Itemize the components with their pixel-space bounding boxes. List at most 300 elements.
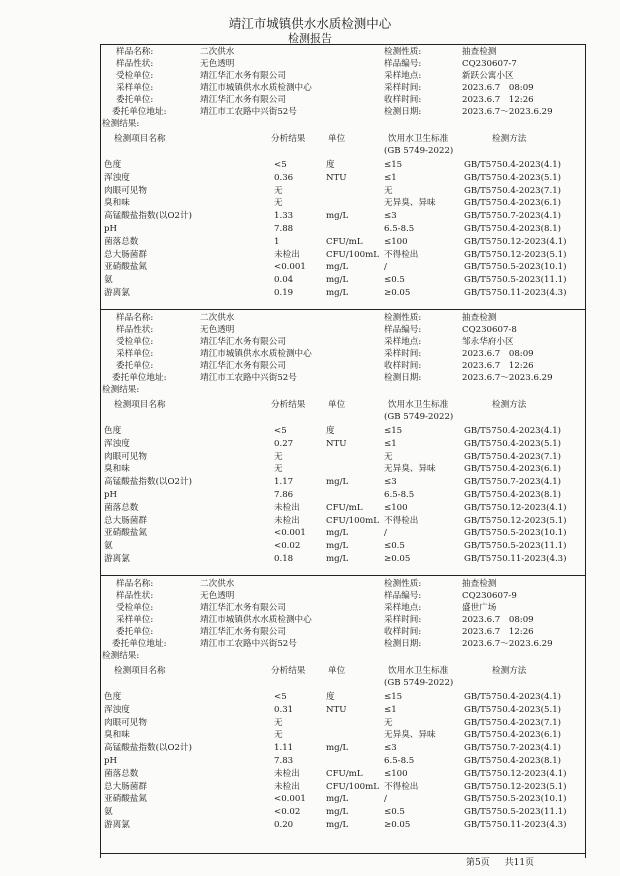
cell-method: GB/T5750.12-2023(5.1)	[464, 249, 567, 260]
field-label: 委托单位地址:	[112, 107, 167, 117]
cell-item: 游离氯	[104, 554, 130, 564]
field-value: 靖江华汇水务有限公司	[200, 627, 286, 637]
field-value: 无色透明	[200, 325, 235, 335]
field-label: 采样单位:	[116, 83, 154, 93]
table-row	[0, 425, 620, 437]
cell-method: GB/T5750.4-2023(4.1)	[464, 426, 562, 436]
field-label: 采样时间:	[384, 83, 422, 93]
cell-method: GB/T5750.5-2023(10.1)	[464, 528, 567, 539]
results-label: 检测结果:	[102, 385, 140, 395]
cell-unit: NTU	[326, 438, 347, 449]
cell-result: 无	[274, 185, 283, 196]
field-label: 采样单位:	[116, 349, 154, 359]
cell-std: ≤100	[384, 502, 408, 513]
table-row	[0, 806, 620, 818]
table-row	[0, 729, 620, 741]
cell-unit: mg/L	[326, 275, 349, 286]
cell-std: ≤15	[384, 426, 403, 436]
cell-unit: CFU/mL	[326, 236, 363, 247]
cell-unit: mg/L	[326, 807, 349, 818]
cell-std: ≤3	[384, 477, 397, 488]
cell-method: GB/T5750.4-2023(8.1)	[464, 756, 562, 766]
column-header: 检测项目名称	[114, 400, 166, 410]
field-value: 靖江市城镇供水水质检测中心	[200, 615, 312, 625]
field-value: 靖江华汇水务有限公司	[200, 361, 286, 371]
cell-method: GB/T5750.4-2023(6.1)	[464, 198, 562, 209]
cell-std: 无	[384, 451, 393, 462]
field-label: 委托单位:	[116, 627, 154, 637]
table-row	[0, 451, 620, 463]
cell-item: 浑浊度	[104, 704, 130, 715]
column-header: 分析结果	[271, 400, 306, 410]
field-label: 委托单位:	[116, 95, 154, 105]
cell-item: pH	[104, 490, 117, 500]
cell-unit: CFU/100mL	[326, 781, 379, 792]
field-label: 样品名称:	[116, 579, 154, 589]
cell-item: 浑浊度	[104, 438, 130, 449]
report-section	[0, 44, 620, 310]
cell-std: ≤100	[384, 236, 408, 247]
field-label: 收样时间:	[384, 361, 422, 371]
header-row	[0, 626, 620, 638]
field-label: 收样时间:	[384, 95, 422, 105]
cell-result: 0.31	[274, 704, 294, 715]
field-label: 样品编号:	[384, 325, 422, 335]
cell-std: ≤1	[384, 172, 397, 183]
column-header: (GB 5749-2022)	[384, 678, 454, 688]
field-value: 盛世广场	[462, 603, 497, 613]
cell-result: <0.001	[274, 794, 306, 805]
cell-std: /	[384, 262, 387, 273]
cell-method: GB/T5750.4-2023(4.1)	[464, 692, 562, 702]
field-label: 样品名称:	[116, 313, 154, 323]
field-value: 2023.6.7 08:09	[462, 615, 534, 625]
header-row	[0, 324, 620, 336]
table-row	[0, 515, 620, 527]
report-section	[0, 576, 620, 842]
table-row	[0, 463, 620, 475]
header-row	[0, 372, 620, 384]
cell-item: 菌落总数	[104, 236, 139, 247]
column-header-row-2	[0, 411, 620, 423]
cell-result: <5	[274, 160, 287, 170]
cell-method: GB/T5750.4-2023(8.1)	[464, 224, 562, 234]
cell-std: ≤15	[384, 160, 403, 170]
cell-method: GB/T5750.5-2023(11.1)	[464, 807, 567, 818]
table-row	[0, 502, 620, 514]
cell-result: 无	[274, 198, 283, 209]
cell-unit: mg/L	[326, 554, 349, 564]
cell-unit: mg/L	[326, 743, 349, 754]
cell-std: 无异臭、异味	[384, 730, 436, 741]
field-value: 2023.6.7 12:26	[462, 361, 534, 371]
cell-std: ≤0.5	[384, 275, 405, 286]
field-value: 邹永华府小区	[462, 337, 514, 347]
field-value: 无色透明	[200, 59, 235, 69]
field-label: 委托单位地址:	[112, 373, 167, 383]
cell-result: 1	[274, 236, 280, 247]
cell-result: 7.86	[274, 490, 294, 500]
field-label: 检测日期:	[384, 639, 422, 649]
field-label: 收样时间:	[384, 627, 422, 637]
cell-method: GB/T5750.4-2023(5.1)	[464, 438, 562, 449]
field-label: 受检单位:	[116, 603, 154, 613]
cell-item: 色度	[104, 692, 122, 702]
table-row	[0, 704, 620, 716]
cell-result: 0.19	[274, 288, 294, 298]
field-value: 2023.6.7～2023.6.29	[462, 639, 553, 649]
cell-std: ≤1	[384, 438, 397, 449]
report-subtitle: 检测报告	[288, 32, 332, 45]
cell-item: 臭和味	[104, 464, 130, 475]
cell-result: 未检出	[274, 502, 300, 513]
table-row	[0, 476, 620, 488]
table-row	[0, 781, 620, 793]
field-value: CQ230607-9	[462, 591, 517, 601]
cell-unit: mg/L	[326, 288, 349, 298]
cell-item: 游离氯	[104, 820, 130, 830]
cell-method: GB/T5750.12-2023(5.1)	[464, 781, 567, 792]
cell-method: GB/T5750.4-2023(7.1)	[464, 717, 562, 728]
header-row	[0, 602, 620, 614]
cell-method: GB/T5750.5-2023(10.1)	[464, 262, 567, 273]
column-header: 检测方法	[492, 400, 527, 410]
header-row	[0, 312, 620, 324]
cell-item: 亚硝酸盐氮	[104, 262, 147, 273]
cell-method: GB/T5750.12-2023(4.1)	[464, 236, 567, 247]
column-header-row	[0, 133, 620, 145]
field-label: 采样地点:	[384, 71, 422, 81]
results-label: 检测结果:	[102, 651, 140, 661]
field-value: 2023.6.7 12:26	[462, 95, 534, 105]
cell-std: 不得检出	[384, 249, 419, 260]
field-value: 靖江华汇水务有限公司	[200, 95, 286, 105]
report-title: 靖江市城镇供水水质检测中心	[228, 16, 392, 31]
header-row	[0, 70, 620, 82]
cell-item: 游离氯	[104, 288, 130, 298]
cell-method: GB/T5750.4-2023(7.1)	[464, 185, 562, 196]
field-label: 采样地点:	[384, 337, 422, 347]
table-row	[0, 236, 620, 248]
field-value: 新跃公寓小区	[462, 71, 514, 81]
header-row	[0, 360, 620, 372]
table-row	[0, 197, 620, 209]
field-label: 检测性质:	[384, 47, 422, 57]
field-value: CQ230607-7	[462, 59, 517, 69]
bottom-border	[100, 853, 586, 854]
field-value: CQ230607-8	[462, 325, 517, 335]
cell-std: ≤3	[384, 211, 397, 222]
cell-result: 未检出	[274, 515, 300, 526]
cell-method: GB/T5750.11-2023(4.3)	[464, 554, 567, 564]
header-row	[0, 106, 620, 118]
column-header: 检测方法	[492, 666, 527, 676]
column-header: 饮用水卫生标准	[388, 134, 449, 144]
table-row	[0, 540, 620, 552]
cell-result: 未检出	[274, 249, 300, 260]
cell-unit: NTU	[326, 172, 347, 183]
field-value: 抽查检测	[462, 47, 497, 57]
cell-unit: 度	[326, 692, 335, 702]
cell-unit: 度	[326, 426, 335, 436]
header-row	[0, 46, 620, 58]
cell-unit: NTU	[326, 704, 347, 715]
cell-std: 无异臭、异味	[384, 198, 436, 209]
table-row	[0, 261, 620, 273]
table-row	[0, 819, 620, 831]
field-value: 无色透明	[200, 591, 235, 601]
table-row	[0, 755, 620, 767]
cell-item: 总大肠菌群	[104, 781, 147, 792]
cell-unit: mg/L	[326, 820, 349, 830]
page-number: 第5页	[466, 858, 490, 868]
field-value: 靖江华汇水务有限公司	[200, 337, 286, 347]
cell-std: ≤100	[384, 768, 408, 779]
cell-item: pH	[104, 756, 117, 766]
results-heading-row	[0, 384, 620, 396]
field-label: 检测性质:	[384, 313, 422, 323]
field-value: 靖江华汇水务有限公司	[200, 603, 286, 613]
column-header: 单位	[328, 400, 346, 410]
cell-method: GB/T5750.7-2023(4.1)	[464, 211, 562, 222]
table-row	[0, 489, 620, 501]
cell-item: 色度	[104, 426, 122, 436]
results-label: 检测结果:	[102, 119, 140, 129]
report-section	[0, 310, 620, 576]
cell-unit: CFU/mL	[326, 502, 363, 513]
cell-item: 肉眼可见物	[104, 185, 147, 196]
cell-std: 6.5-8.5	[384, 490, 415, 500]
cell-result: <0.02	[274, 541, 301, 552]
cell-result: 7.83	[274, 756, 294, 766]
cell-result: 0.27	[274, 438, 294, 449]
cell-method: GB/T5750.5-2023(11.1)	[464, 541, 567, 552]
cell-method: GB/T5750.11-2023(4.3)	[464, 288, 567, 298]
table-row	[0, 274, 620, 286]
cell-result: 0.36	[274, 172, 294, 183]
field-value: 二次供水	[200, 313, 235, 323]
cell-method: GB/T5750.4-2023(5.1)	[464, 704, 562, 715]
cell-method: GB/T5750.4-2023(4.1)	[464, 160, 562, 170]
cell-method: GB/T5750.7-2023(4.1)	[464, 743, 562, 754]
page-footer	[466, 855, 546, 868]
header-row	[0, 348, 620, 360]
cell-item: 氨	[104, 807, 113, 818]
cell-result: 无	[274, 451, 283, 462]
cell-unit: mg/L	[326, 541, 349, 552]
header-row	[0, 614, 620, 626]
page-total: 共11页	[504, 858, 535, 868]
cell-method: GB/T5750.4-2023(5.1)	[464, 172, 562, 183]
field-label: 样品名称:	[116, 47, 154, 57]
header-row	[0, 94, 620, 106]
cell-result: <5	[274, 426, 287, 436]
field-label: 样品性状:	[116, 59, 154, 69]
header-row	[0, 590, 620, 602]
field-value: 靖江华汇水务有限公司	[200, 71, 286, 81]
field-value: 抽查检测	[462, 313, 497, 323]
cell-std: ≤3	[384, 743, 397, 754]
cell-item: 亚硝酸盐氮	[104, 528, 147, 539]
table-row	[0, 287, 620, 299]
column-header: (GB 5749-2022)	[384, 146, 454, 156]
header-row	[0, 638, 620, 650]
table-row	[0, 172, 620, 184]
cell-unit: mg/L	[326, 262, 349, 273]
cell-std: 无	[384, 185, 393, 196]
field-value: 2023.6.7～2023.6.29	[462, 373, 553, 383]
cell-method: GB/T5750.12-2023(5.1)	[464, 515, 567, 526]
table-row	[0, 742, 620, 754]
cell-item: 肉眼可见物	[104, 451, 147, 462]
field-label: 受检单位:	[116, 337, 154, 347]
field-label: 委托单位:	[116, 361, 154, 371]
results-heading-row	[0, 118, 620, 130]
cell-result: <5	[274, 692, 287, 702]
field-label: 采样时间:	[384, 615, 422, 625]
cell-unit: CFU/100mL	[326, 249, 379, 260]
cell-result: 0.18	[274, 554, 294, 564]
cell-result: 无	[274, 717, 283, 728]
field-value: 抽查检测	[462, 579, 497, 589]
cell-item: 肉眼可见物	[104, 717, 147, 728]
column-header-row-2	[0, 677, 620, 689]
header-row	[0, 578, 620, 590]
field-label: 受检单位:	[116, 71, 154, 81]
column-header: 分析结果	[271, 134, 306, 144]
cell-unit: mg/L	[326, 794, 349, 805]
column-header-row	[0, 665, 620, 677]
field-value: 2023.6.7～2023.6.29	[462, 107, 553, 117]
cell-result: <0.02	[274, 807, 301, 818]
column-header: 检测项目名称	[114, 666, 166, 676]
cell-item: 亚硝酸盐氮	[104, 794, 147, 805]
column-header: 检测方法	[492, 134, 527, 144]
cell-std: ≤15	[384, 692, 403, 702]
cell-item: 色度	[104, 160, 122, 170]
cell-std: 6.5-8.5	[384, 224, 415, 234]
table-row	[0, 793, 620, 805]
field-label: 检测性质:	[384, 579, 422, 589]
cell-std: 不得检出	[384, 781, 419, 792]
table-row	[0, 185, 620, 197]
cell-item: 高锰酸盐指数(以O2计)	[104, 477, 192, 488]
cell-result: <0.001	[274, 528, 306, 539]
cell-unit: mg/L	[326, 528, 349, 539]
cell-std: 6.5-8.5	[384, 756, 415, 766]
cell-result: <0.001	[274, 262, 306, 273]
cell-item: 氨	[104, 541, 113, 552]
column-header: 分析结果	[271, 666, 306, 676]
cell-std: ≤1	[384, 704, 397, 715]
cell-std: ≥0.05	[384, 554, 411, 564]
cell-item: 氨	[104, 275, 113, 286]
cell-result: 7.88	[274, 224, 294, 234]
field-label: 样品编号:	[384, 59, 422, 69]
table-row	[0, 249, 620, 261]
cell-item: 臭和味	[104, 198, 130, 209]
field-label: 委托单位地址:	[112, 639, 167, 649]
table-row	[0, 438, 620, 450]
field-label: 检测日期:	[384, 107, 422, 117]
cell-result: 1.17	[274, 477, 294, 488]
cell-method: GB/T5750.4-2023(7.1)	[464, 451, 562, 462]
column-header: (GB 5749-2022)	[384, 412, 454, 422]
cell-std: /	[384, 794, 387, 805]
column-header-row	[0, 399, 620, 411]
field-label: 样品性状:	[116, 325, 154, 335]
field-value: 2023.6.7 08:09	[462, 83, 534, 93]
header-row	[0, 336, 620, 348]
cell-result: 1.11	[274, 743, 294, 754]
field-value: 二次供水	[200, 579, 235, 589]
cell-method: GB/T5750.4-2023(8.1)	[464, 490, 562, 500]
cell-result: 未检出	[274, 768, 300, 779]
cell-std: 无	[384, 717, 393, 728]
table-row	[0, 223, 620, 235]
field-label: 样品性状:	[116, 591, 154, 601]
table-row	[0, 691, 620, 703]
cell-method: GB/T5750.11-2023(4.3)	[464, 820, 567, 830]
column-header: 单位	[328, 134, 346, 144]
cell-item: pH	[104, 224, 117, 234]
cell-item: 高锰酸盐指数(以O2计)	[104, 743, 192, 754]
cell-unit: CFU/mL	[326, 768, 363, 779]
cell-result: 无	[274, 730, 283, 741]
cell-std: ≥0.05	[384, 820, 411, 830]
column-header-row-2	[0, 145, 620, 157]
cell-item: 总大肠菌群	[104, 515, 147, 526]
cell-std: 不得检出	[384, 515, 419, 526]
cell-item: 菌落总数	[104, 768, 139, 779]
cell-std: 无异臭、异味	[384, 464, 436, 475]
cell-std: ≤0.5	[384, 541, 405, 552]
column-header: 饮用水卫生标准	[388, 666, 449, 676]
cell-method: GB/T5750.5-2023(11.1)	[464, 275, 567, 286]
cell-result: 0.20	[274, 820, 294, 830]
header-row	[0, 58, 620, 70]
cell-method: GB/T5750.12-2023(4.1)	[464, 768, 567, 779]
cell-item: 臭和味	[104, 730, 130, 741]
cell-result: 0.04	[274, 275, 294, 286]
cell-item: 菌落总数	[104, 502, 139, 513]
cell-std: ≥0.05	[384, 288, 411, 298]
field-label: 采样时间:	[384, 349, 422, 359]
field-value: 靖江市工农路中兴街52号	[200, 639, 297, 649]
column-header: 检测项目名称	[114, 134, 166, 144]
column-header: 单位	[328, 666, 346, 676]
field-label: 样品编号:	[384, 591, 422, 601]
field-label: 采样单位:	[116, 615, 154, 625]
field-label: 采样地点:	[384, 603, 422, 613]
table-row	[0, 553, 620, 565]
cell-std: /	[384, 528, 387, 539]
field-value: 二次供水	[200, 47, 235, 57]
table-row	[0, 210, 620, 222]
table-row	[0, 159, 620, 171]
results-heading-row	[0, 650, 620, 662]
cell-result: 1.33	[274, 211, 294, 222]
field-value: 靖江市城镇供水水质检测中心	[200, 83, 312, 93]
cell-method: GB/T5750.7-2023(4.1)	[464, 477, 562, 488]
cell-unit: CFU/100mL	[326, 515, 379, 526]
field-value: 靖江市工农路中兴街52号	[200, 373, 297, 383]
cell-unit: mg/L	[326, 211, 349, 222]
cell-result: 无	[274, 464, 283, 475]
column-header: 饮用水卫生标准	[388, 400, 449, 410]
header-row	[0, 82, 620, 94]
cell-unit: mg/L	[326, 477, 349, 488]
